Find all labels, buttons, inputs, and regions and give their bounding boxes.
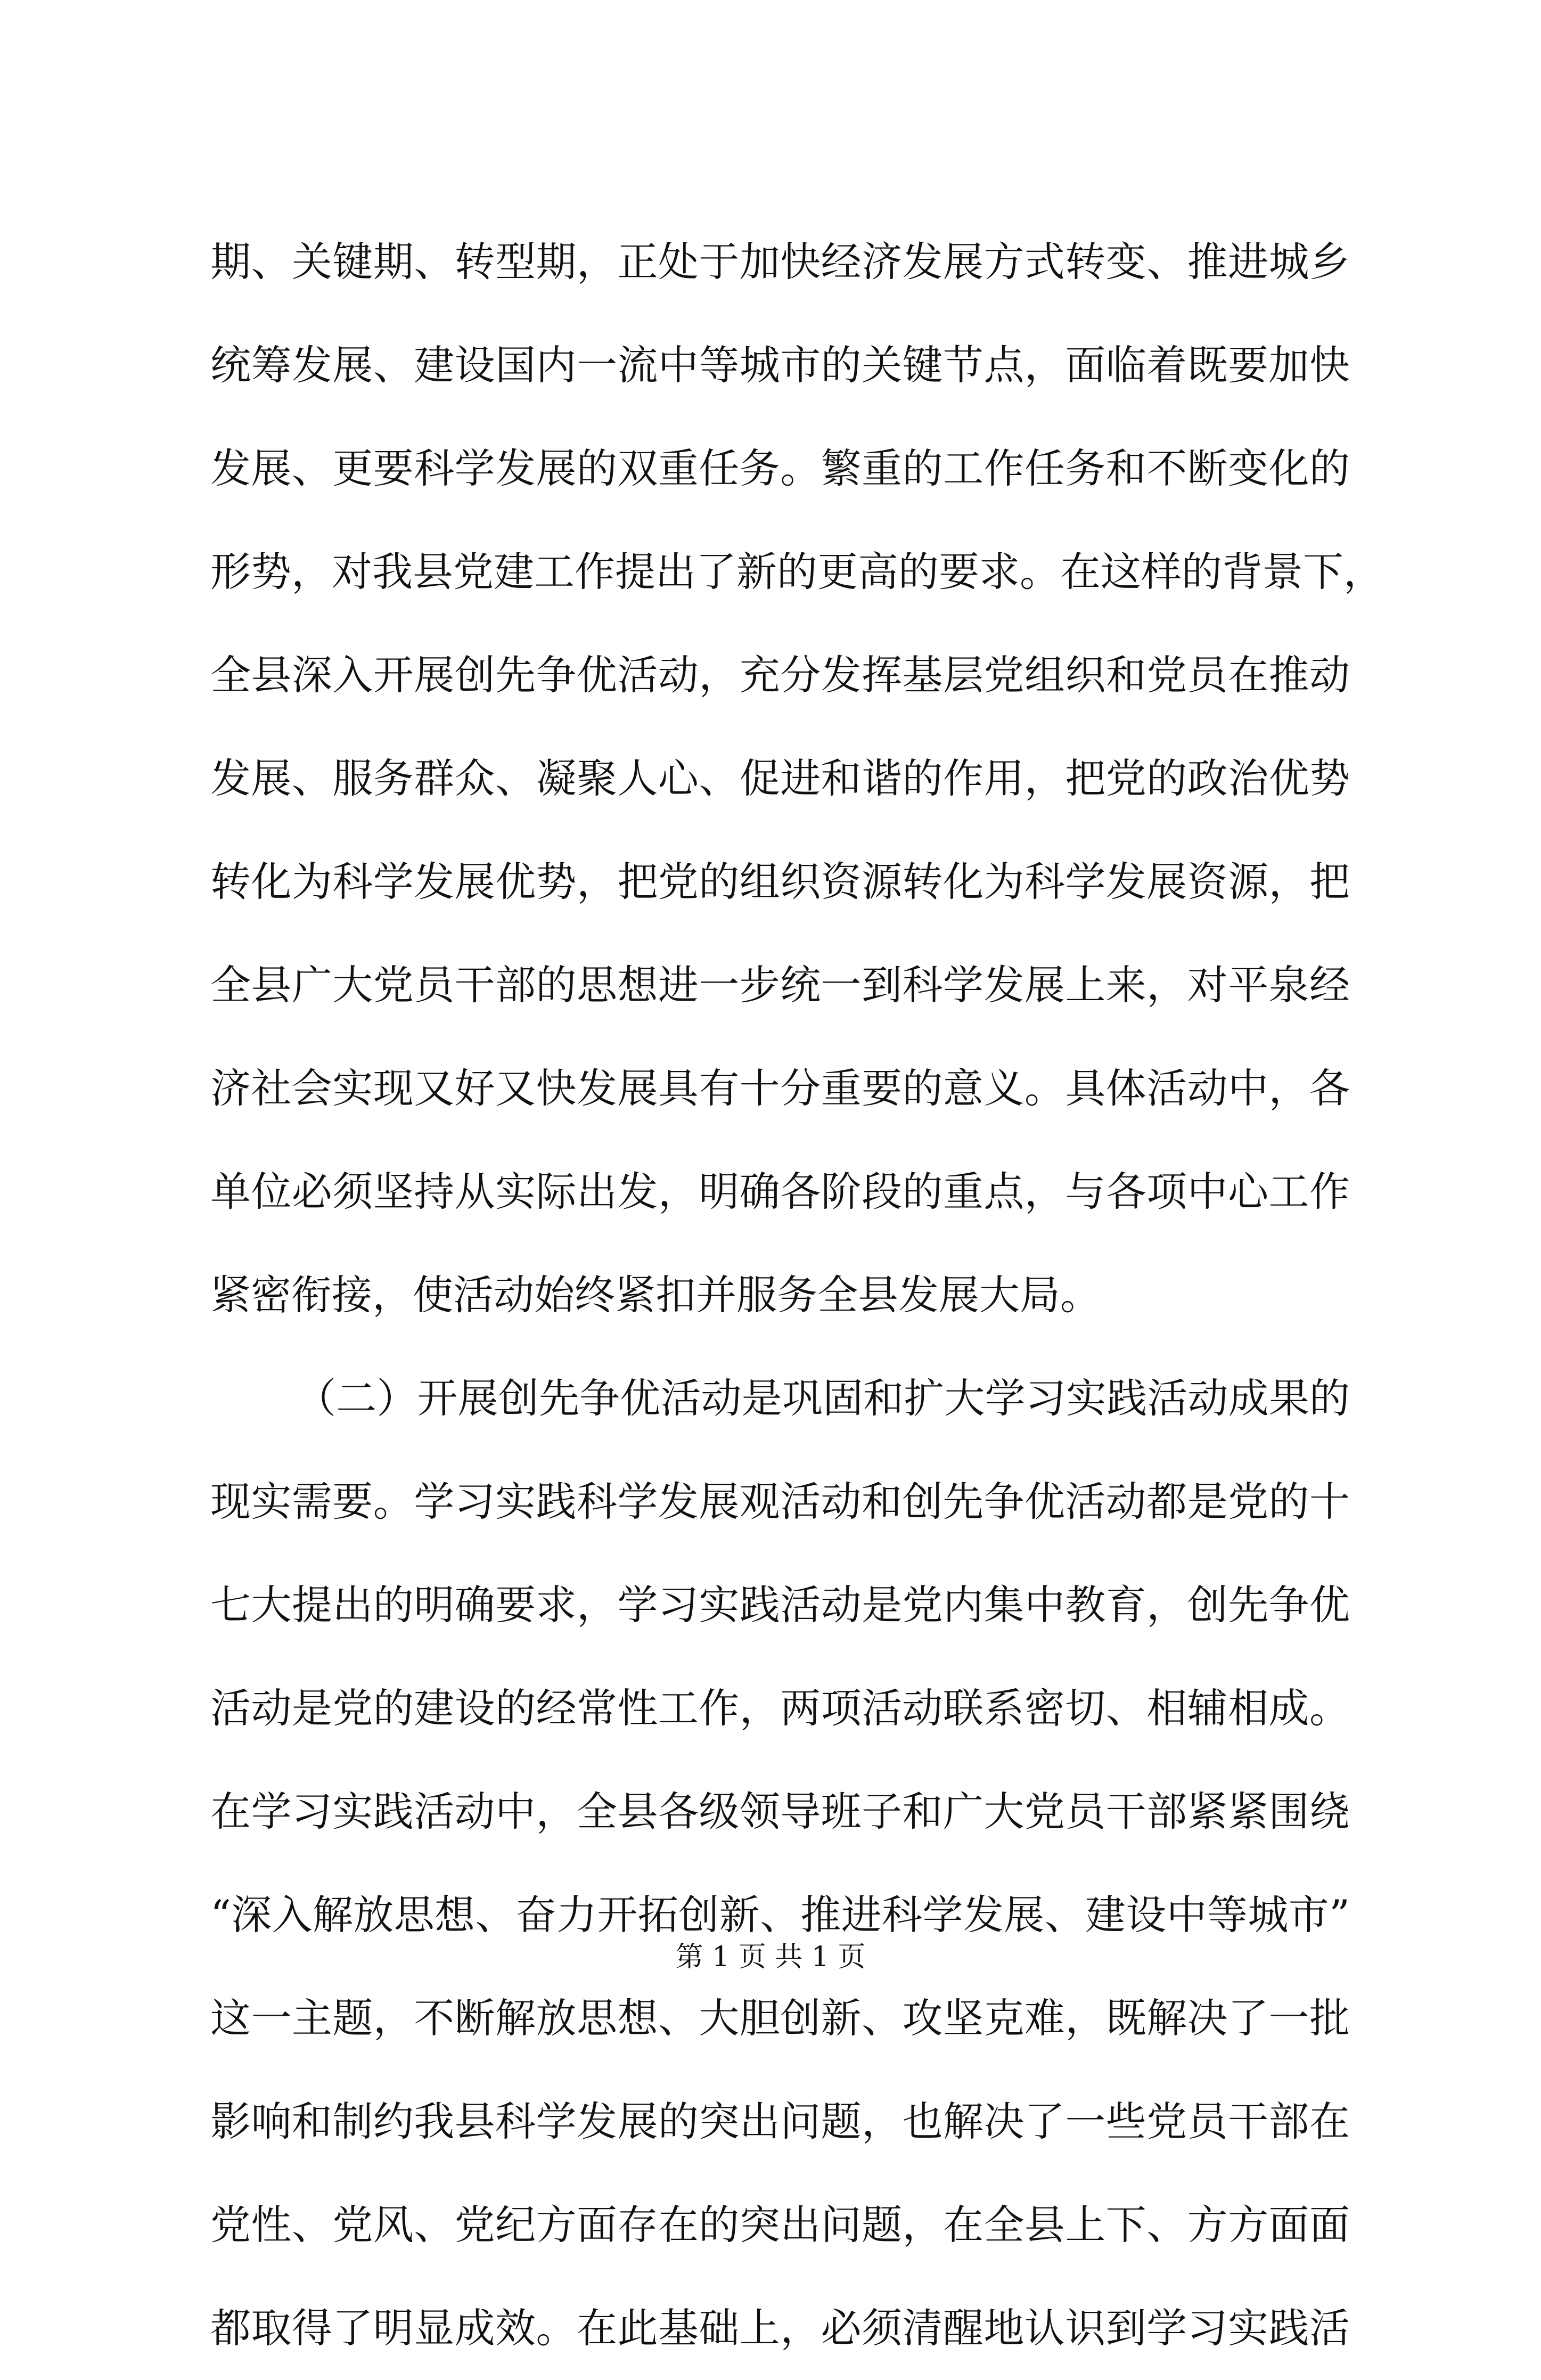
text-line: 统筹发展、建设国内一流中等城市的关键节点，面临着既要加快 [210, 341, 1350, 389]
text-line: 济社会实现又好又快发展具有十分重要的意义。具体活动中，各 [210, 1065, 1350, 1112]
text-line: 期、关键期、转型期，正处于加快经济发展方式转变、推进城乡 [210, 238, 1350, 285]
text-line: 全县深入开展创先争优活动，充分发挥基层党组织和党员在推动 [210, 651, 1350, 699]
text-line: 影响和制约我县科学发展的突出问题，也解决了一些党员干部在 [210, 2098, 1350, 2145]
text-line: 转化为科学发展优势，把党的组织资源转化为科学发展资源，把 [210, 858, 1350, 905]
text-line: 这一主题，不断解放思想、大胆创新、攻坚克难，既解决了一批 [210, 1994, 1350, 2042]
page-footer [0, 1936, 1541, 1978]
text-line: 发展、服务群众、凝聚人心、促进和谐的作用，把党的政治优势 [210, 755, 1350, 802]
paragraph-heading-line: （二）开展创先争优活动是巩固和扩大学习实践活动成果的 [296, 1375, 1350, 1422]
text-line: 发展、更要科学发展的双重任务。繁重的工作任务和不断变化的 [210, 445, 1350, 492]
text-line: 活动是党的建设的经常性工作，两项活动联系密切、相辅相成。 [210, 1684, 1350, 1732]
text-line: 紧密衔接，使活动始终紧扣并服务全县发展大局。 [210, 1271, 1101, 1319]
text-line: 单位必须坚持从实际出发，明确各阶段的重点，与各项中心工作 [210, 1168, 1350, 1215]
text-line: 现实需要。学习实践科学发展观活动和创先争优活动都是党的十 [210, 1478, 1350, 1525]
text-line: 都取得了明显成效。在此基础上，必须清醒地认识到学习实践活 [210, 2304, 1350, 2352]
text-line: 七大提出的明确要求，学习实践活动是党内集中教育，创先争优 [210, 1581, 1350, 1629]
page-number-label: 第 1 页 共 1 页 [675, 1941, 866, 1973]
text-line: 全县广大党员干部的思想进一步统一到科学发展上来，对平泉经 [210, 961, 1350, 1009]
body-text [210, 210, 1384, 2380]
text-line: 形势，对我县党建工作提出了新的更高的要求。在这样的背景下， [210, 548, 1384, 595]
text-line: 党性、党风、党纪方面存在的突出问题，在全县上下、方方面面 [210, 2201, 1350, 2248]
text-line: “深入解放思想、奋力开拓创新、推进科学发展、建设中等城市” [210, 1891, 1350, 1939]
text-line: 在学习实践活动中，全县各级领导班子和广大党员干部紧紧围绕 [210, 1788, 1350, 1835]
